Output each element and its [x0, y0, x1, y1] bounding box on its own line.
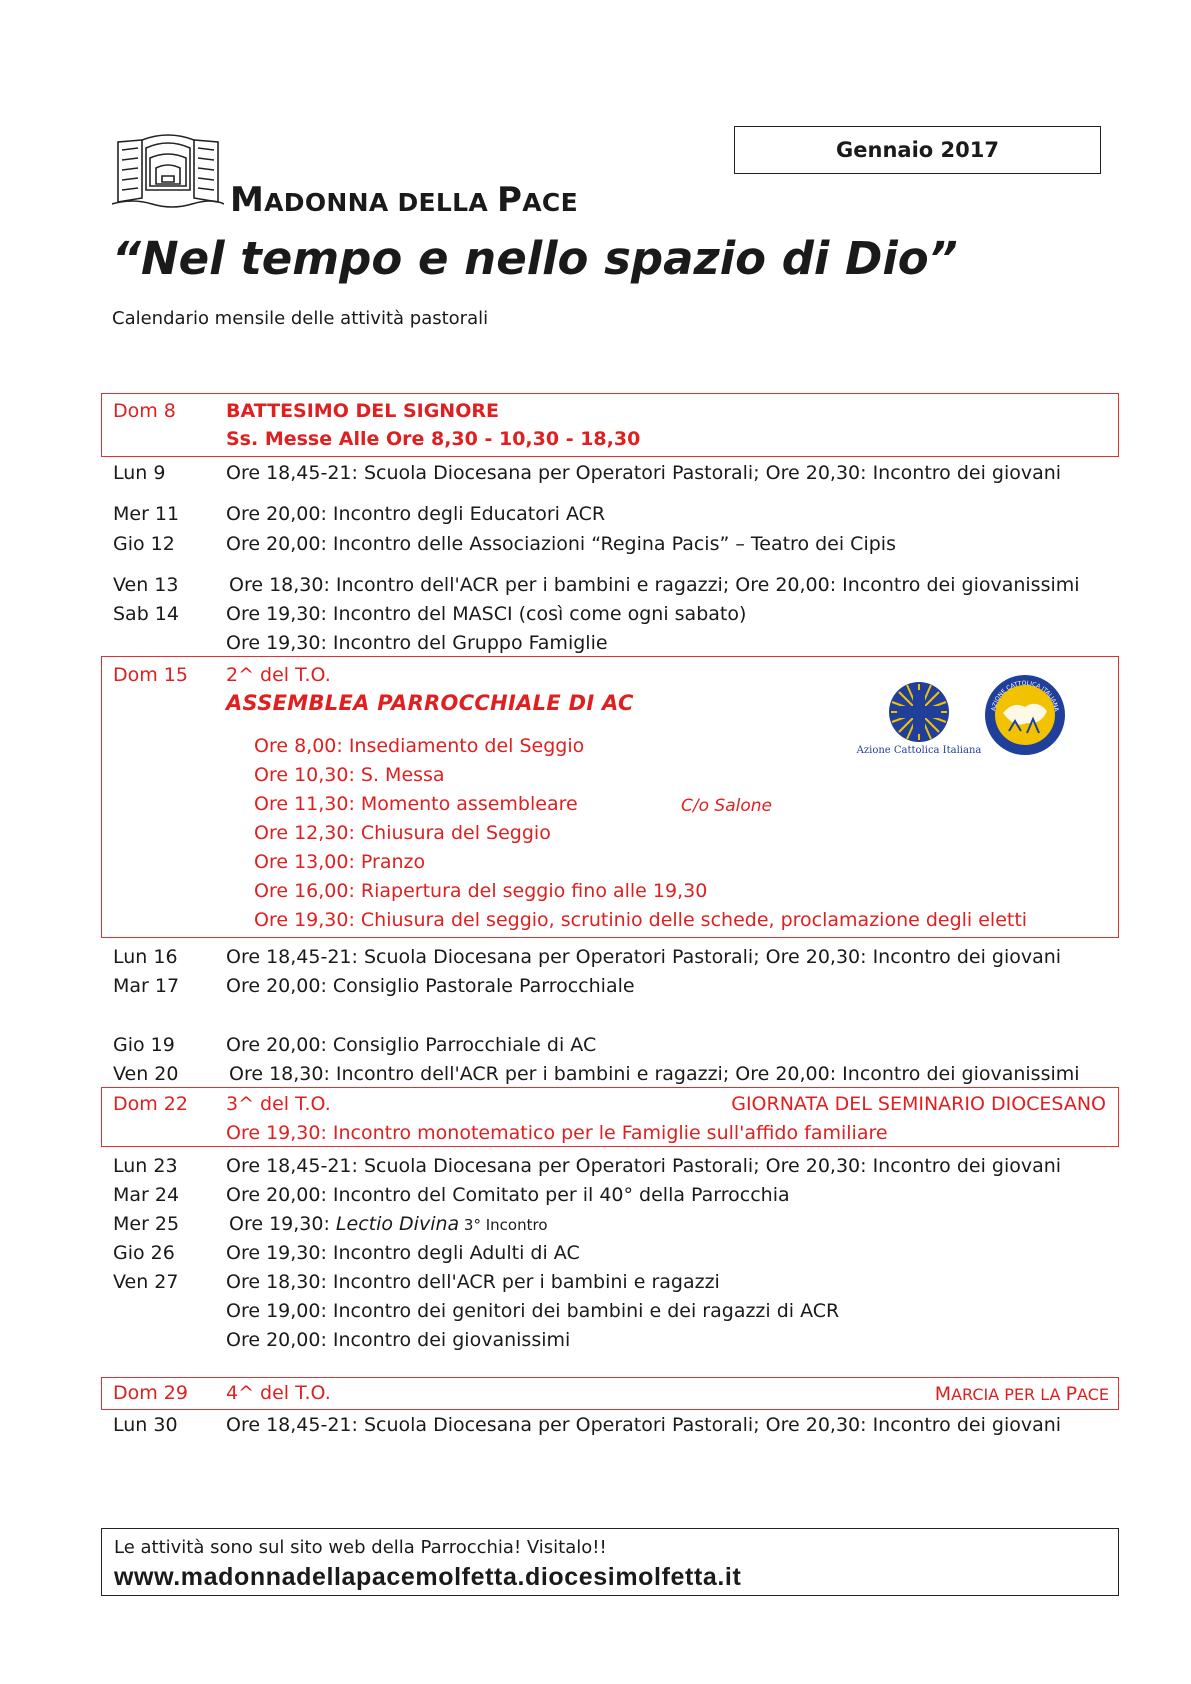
dom8-masses: Ss. Messe Alle Ore 8,30 - 10,30 - 18,30 [226, 428, 641, 450]
dom29-special [935, 1383, 1109, 1406]
dom22-text: Ore 19,30: Incontro monotematico per le Famiglie sull'affido familiare [226, 1122, 888, 1144]
day-mar17: Mar 17 [113, 975, 180, 997]
footer-box [101, 1528, 1119, 1596]
mar17-text: Ore 20,00: Consiglio Pastorale Parrocchiale [226, 975, 635, 997]
day-mer25: Mer 25 [113, 1213, 180, 1235]
gio19-text: Ore 20,00: Consiglio Parrocchiale di AC [226, 1034, 597, 1056]
ven27-text-2: Ore 19,00: Incontro dei genitori dei bambini e dei ragazzi di ACR [226, 1300, 840, 1322]
gio26-text: Ore 19,30: Incontro degli Adulti di AC [226, 1242, 580, 1264]
dom29-special-rest-1: ARCIA PER LA [951, 1385, 1061, 1404]
mer25-prefix: Ore 19,30: [229, 1213, 336, 1235]
month-label: Gennaio 2017 [836, 138, 999, 162]
dom29-special-initial-m: M [934, 1383, 952, 1405]
day-dom29: Dom 29 [113, 1382, 188, 1404]
parish-name [230, 180, 578, 220]
day-gio19: Gio 19 [113, 1034, 175, 1056]
dom15-item-2: Ore 11,30: Momento assembleare [254, 793, 578, 815]
lun23-text: Ore 18,45-21: Scuola Diocesana per Operatori Pastorali; Ore 20,30: Incontro dei giovani [226, 1155, 1062, 1177]
day-lun30: Lun 30 [113, 1414, 178, 1436]
day-gio26: Gio 26 [113, 1242, 175, 1264]
day-dom22: Dom 22 [113, 1093, 188, 1115]
day-ven20: Ven 20 [113, 1063, 179, 1085]
dom22-special: GIORNATA DEL SEMINARIO DIOCESANO [731, 1093, 1106, 1115]
mer25-text [229, 1213, 548, 1236]
dom15-to: 2^ del T.O. [226, 664, 331, 686]
mer25-italic: Lectio Divina [335, 1213, 460, 1235]
day-lun9: Lun 9 [113, 462, 166, 484]
gio12-text: Ore 20,00: Incontro delle Associazioni “Regina Pacis” – Teatro dei Cipis [226, 533, 896, 555]
day-ven13: Ven 13 [113, 574, 179, 596]
website-link[interactable]: www.madonnadellapacemolfetta.diocesimolfetta.it [114, 1563, 742, 1591]
dom15-item-1: Ore 10,30: S. Messa [254, 764, 445, 786]
ac-logo-caption: Azione Cattolica Italiana [856, 745, 982, 756]
footer-note: Le attività sono sul sito web della Parrocchia! Visitalo!! [114, 1537, 607, 1558]
day-lun16: Lun 16 [113, 946, 178, 968]
mer25-suffix: 3° Incontro [459, 1216, 548, 1234]
ac-logo-cross [855, 680, 985, 756]
day-gio12: Gio 12 [113, 533, 175, 555]
sab14-text-2: Ore 19,30: Incontro del Gruppo Famiglie [226, 632, 608, 654]
dom15-item-6: Ore 19,30: Chiusura del seggio, scrutinio delle schede, proclamazione degli eletti [254, 909, 1028, 931]
mer11-text: Ore 20,00: Incontro degli Educatori ACR [226, 503, 606, 525]
day-lun23: Lun 23 [113, 1155, 178, 1177]
lun16-text: Ore 18,45-21: Scuola Diocesana per Operatori Pastorali; Ore 20,30: Incontro dei giovani [226, 946, 1062, 968]
day-sab14: Sab 14 [113, 603, 179, 625]
ven27-text-1: Ore 18,30: Incontro dell'ACR per i bambini e ragazzi [226, 1271, 720, 1293]
lun30-text: Ore 18,45-21: Scuola Diocesana per Operatori Pastorali; Ore 20,30: Incontro dei giovani [226, 1414, 1062, 1436]
parish-rest-2: ACE [522, 188, 578, 217]
parish-initial-p: P [497, 180, 523, 220]
church-logo [112, 128, 224, 208]
ac-logo-globe [983, 673, 1067, 757]
dom29-special-rest-2: ACE [1077, 1385, 1109, 1404]
sab14-text-1: Ore 19,30: Incontro del MASCI (così come ogni sabato) [226, 603, 747, 625]
mar24-text: Ore 20,00: Incontro del Comitato per il 40° della Parrocchia [226, 1184, 790, 1206]
day-dom8: Dom 8 [113, 400, 176, 422]
dom15-item-4: Ore 13,00: Pranzo [254, 851, 426, 873]
day-ven27: Ven 27 [113, 1271, 179, 1293]
day-dom15: Dom 15 [113, 664, 188, 686]
day-mar24: Mar 24 [113, 1184, 180, 1206]
dom15-item-0: Ore 8,00: Insediamento del Seggio [254, 735, 585, 757]
dom22-to: 3^ del T.O. [226, 1093, 331, 1115]
day-mer11: Mer 11 [113, 503, 180, 525]
dom29-special-initial-p: P [1065, 1383, 1078, 1405]
ven13-text: Ore 18,30: Incontro dell'ACR per i bambini e ragazzi; Ore 20,00: Incontro dei giovanissimi [229, 574, 1080, 596]
dom15-item-3: Ore 12,30: Chiusura del Seggio [254, 822, 551, 844]
subtitle: Calendario mensile delle attività pastorali [112, 308, 489, 329]
lun9-text: Ore 18,45-21: Scuola Diocesana per Operatori Pastorali; Ore 20,30: Incontro dei giovani [226, 462, 1062, 484]
dom15-title: ASSEMBLEA PARROCCHIALE DI AC [226, 691, 634, 715]
dom29-to: 4^ del T.O. [226, 1382, 331, 1404]
dom15-item-5: Ore 16,00: Riapertura del seggio fino alle 19,30 [254, 880, 708, 902]
month-box [734, 126, 1101, 174]
ven20-text: Ore 18,30: Incontro dell'ACR per i bambini e ragazzi; Ore 20,00: Incontro dei giovanissimi [229, 1063, 1080, 1085]
motto: “Nel tempo e nello spazio di Dio” [112, 232, 958, 285]
dom8-title: BATTESIMO DEL SIGNORE [226, 400, 499, 422]
ven27-text-3: Ore 20,00: Incontro dei giovanissimi [226, 1329, 571, 1351]
ac-logo-ring-text: AZIONE CATTOLICA ITALIANA [990, 679, 1060, 713]
parish-rest-1: ADONNA DELLA [264, 188, 489, 217]
dom15-place: C/o Salone [681, 796, 772, 816]
parish-initial-m: M [230, 180, 265, 220]
